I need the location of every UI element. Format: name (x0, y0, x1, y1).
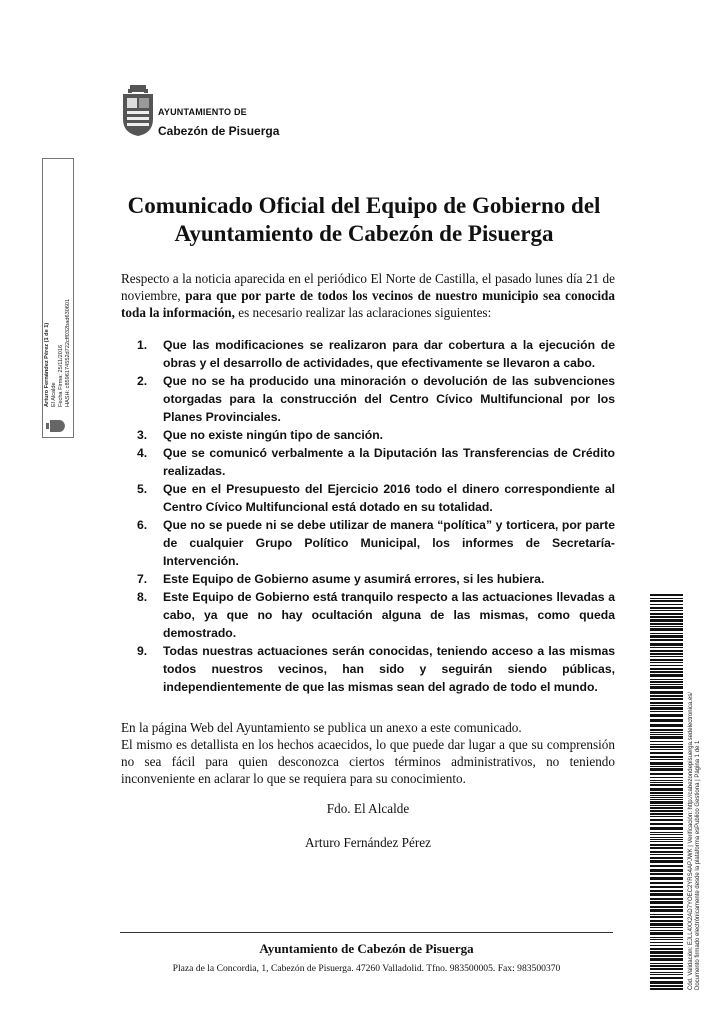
signature-text (44, 163, 72, 407)
signature-content (44, 163, 72, 433)
clarifications-list (137, 336, 615, 696)
footer-address: Plaza de la Concordia, 1, Cabezón de Pisuerga. 47260 Valladolid. Tfno. 983500005. Fax: 983500370 (172, 963, 561, 974)
item-text: Que en el Presupuesto del Ejercicio 2016 todo el dinero correspondiente al Centro Cívico Multifuncional está dotado en su totalidad. (163, 482, 615, 514)
verification-code: Cód. Validación: EJLL4XX2AD7YOEC2YRS4APJWK | Verificación: http://cabezondepisuerga.sedelectronica.es/ (688, 692, 694, 990)
footer-divider (120, 932, 613, 933)
verification-text (688, 590, 702, 990)
intro-text-2: es necesario realizar las aclaraciones siguientes: (234, 305, 492, 320)
item-number: 5. (137, 482, 148, 496)
item-text: Que no se puede ni se debe utilizar de manera “política” y torticera, por parte de cualquier Grupo Político Municipal, los informes de Secretaría-Intervención. (163, 518, 615, 568)
signature-date: Fecha Firma: 25/11/2016 (58, 344, 64, 407)
list-item (137, 516, 615, 570)
sign-off-role: Fdo. El Alcalde (326, 801, 410, 816)
signature-box (42, 158, 74, 438)
item-text: Que no se ha producido una minoración o devolución de las subvenciones otorgadas para la construcción del Centro Cívico Multifuncional por los Planes Provinciales. (163, 374, 615, 424)
sign-off-name: Arturo Fernández Pérez (305, 835, 431, 850)
item-text: Que las modificaciones se realizaron para dar cobertura a la ejecución de obras y el desarrollo de actividades, que efectivamente se llevaron a cabo. (163, 338, 615, 370)
item-text: Que no existe ningún tipo de sanción. (163, 428, 384, 442)
municipal-logo (120, 85, 290, 145)
item-number: 3. (137, 428, 148, 442)
list-item (137, 588, 615, 642)
org-name-line2: Cabezón de Pisuerga (158, 124, 280, 138)
signer-role: El Alcalde (51, 382, 57, 407)
signer-name: Arturo Fernández Pérez (1 de 1) (44, 322, 50, 407)
coat-of-arms-icon (120, 85, 156, 137)
item-number: 4. (137, 446, 148, 460)
verification-platform: Documento firmado electrónicamente desde la plataforma esPublico Gestiona | Página 1 de 1 (695, 740, 701, 990)
list-item (137, 426, 615, 444)
list-item (137, 444, 615, 480)
list-item (137, 336, 615, 372)
item-text: Que se comunicó verbalmente a la Diputación las Transferencias de Crédito realizadas. (163, 446, 615, 478)
intro-paragraph (121, 270, 615, 321)
list-item (137, 642, 615, 696)
footer-org-name: Ayuntamiento de Cabezón de Pisuerga (259, 941, 474, 956)
verification-barcode-icon (650, 594, 683, 990)
item-text: Este Equipo de Gobierno asume y asumirá errores, si les hubiera. (163, 572, 545, 586)
signature-emblem-icon (46, 419, 66, 433)
closing-line-1: En la página Web del Ayuntamiento se publica un anexo a este comunicado. (121, 720, 522, 735)
org-name-line1: AYUNTAMIENTO DE (158, 107, 247, 117)
intro-bold-text: para que por parte de todos los vecinos de nuestro municipio sea conocida toda la información, (121, 288, 615, 320)
item-number: 1. (137, 338, 148, 352)
item-number: 8. (137, 590, 148, 604)
list-item (137, 480, 615, 516)
closing-paragraph (121, 719, 615, 787)
item-number: 6. (137, 518, 148, 532)
signature-hash: HASH: c8596174552d722cff032bad630601 (65, 298, 71, 407)
closing-line-2: El mismo es detallista en los hechos acaecidos, lo que puede dar lugar a que su comprensión no sea fácil para quien desconozca ciertos términos administrativos, no teniendo inconveniente en aclarar lo que se requiera para su conocimiento. (121, 737, 615, 786)
item-number: 2. (137, 374, 148, 388)
item-number: 9. (137, 644, 148, 658)
item-text: Todas nuestras actuaciones serán conocidas, teniendo acceso a las mismas todos nuestros vecinos, han sido y seguirán siendo públicas, independientemente de que las mismas sean del agrado de todo el mundo. (163, 644, 615, 694)
list-item (137, 372, 615, 426)
list-item (137, 570, 615, 588)
intro-text-1: Respecto a la noticia aparecida en el periódico El Norte de Castilla, el pasado lunes día 21 de noviembre, (121, 271, 615, 303)
item-number: 7. (137, 572, 148, 586)
item-text: Este Equipo de Gobierno está tranquilo respecto a las actuaciones llevadas a cabo, ya que no hay ocultación alguna de las mismas, como queda demostrado. (163, 590, 615, 640)
document-title: Comunicado Oficial del Equipo de Gobierno del Ayuntamiento de Cabezón de Pisuerga (127, 193, 601, 246)
